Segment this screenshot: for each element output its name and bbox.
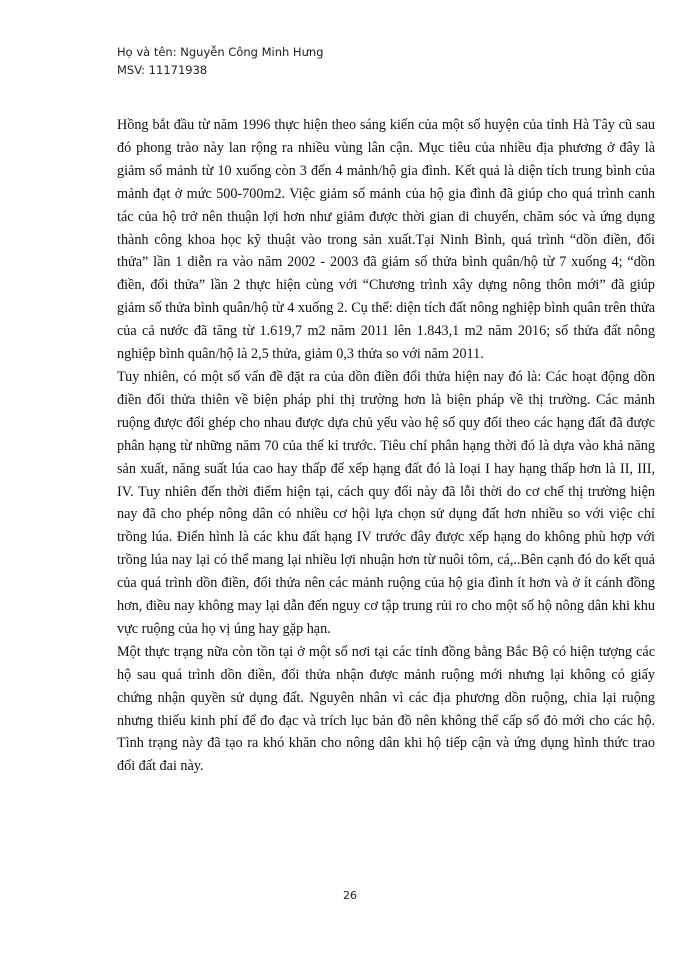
paragraph: Tuy nhiên, có một số vấn đề đặt ra của dồn điền đổi thửa hiện nay đó là: Các hoạt động dồn điền đổi thửa thiên về biện pháp phi thị trường hơn là biện pháp về thị trường. Các mảnh ruộng được đổi ghép cho nhau được dựa chủ yếu vào hệ số quy đổi theo các hạng đất đã được phân hạng từ những năm 70 của thế kỉ trước. Tiêu chí phân hạng thời đó là dựa vào khả năng sản xuất, năng suất lúa cao hay thấp để xếp hạng đất đó là loại I hay hạng thấp hơn là II, III, IV. Tuy nhiên đến thời điểm hiện tại, cách quy đổi này đã lỗi thời do cơ chế thị trường hiện nay đã cho phép nông dân có nhiều cơ hội lựa chọn sử dụng đất hơn nhiều so với việc chỉ trồng lúa. Điển hình là các khu đất hạng IV trước đây được xếp hạng do không phù hợp với trồng lúa nay lại có thể mang lại nhiều lợi nhuận hơn từ nuôi tôm, cá,..Bên cạnh đó do kết quả của quá trình dồn điền, đổi thửa nên các mảnh ruộng của hộ gia đình ít hơn và ở ít cánh đồng hơn, điều nay không may lại dẫn đến nguy cơ tập trung rủi ro cho một số hộ nông dân khi khu vực ruộng của họ vị úng hay gặp hạn. — [117, 368, 655, 637]
page-header — [117, 43, 323, 79]
page-number: 26 — [343, 889, 357, 902]
paragraph: Một thực trạng nữa còn tồn tại ở một số nơi tại các tỉnh đồng bằng Bắc Bộ có hiện tượng các hộ sau quá trình dồn điền, đổi thửa nhận được mảnh ruộng mới nhưng lại không có giấy chứng nhận quyền sử dụng đất. Nguyên nhân vì các địa phương dồn ruộng, chia lại ruộng nhưng thiếu kinh phí để đo đạc và trích lục bản đồ nên không thể cấp sổ đỏ mới cho các hộ. Tình trạng này đã tạo ra khó khăn cho nông dân khi hộ tiếp cận và ứng dụng hình thức trao đổi đất đai này. — [117, 643, 655, 775]
body-text — [117, 114, 655, 778]
student-id: MSV: 11171938 — [117, 63, 208, 77]
paragraph: Hồng bắt đầu từ năm 1996 thực hiện theo sáng kiến của một số huyện của tỉnh Hà Tây cũ sau đó phong trào này lan rộng ra nhiều vùng lân cận. Mục tiêu của nhiều địa phương ở đây là giảm số mảnh từ 10 xuống còn 3 đến 4 mảnh/hộ gia đình. Kết quả là diện tích trung bình của mảnh đạt ở mức 500-700m2. Việc giảm số mảnh của hộ gia đình đã giúp cho quá trình canh tác của hộ trở nên thuận lợi hơn như giảm được thời gian di chuyển, chăm sóc và ứng dụng thành công khoa học kỹ thuật vào trong sản xuất.Tại Ninh Bình, quá trình “dồn điền, đổi thửa” lần 1 diễn ra vào năm 2002 - 2003 đã giảm số thửa bình quân/hộ từ 7 xuống 4; “dồn điền, đổi thửa” lần 2 thực hiện cùng với “Chương trình xây dựng nông thôn mới” đã giúp giảm số thửa bình quân/hộ từ 4 xuống 2. Cụ thể: diện tích đất nông nghiệp bình quân trên thửa của cả nước đã tăng từ 1.619,7 m2 năm 2011 lên 1.843,1 m2 năm 2016; số thửa đất nông nghiệp bình quân/hộ là 2,5 thửa, giảm 0,3 thửa so với năm 2011. — [117, 117, 655, 363]
student-name: Họ và tên: Nguyễn Công Minh Hưng — [117, 45, 324, 59]
